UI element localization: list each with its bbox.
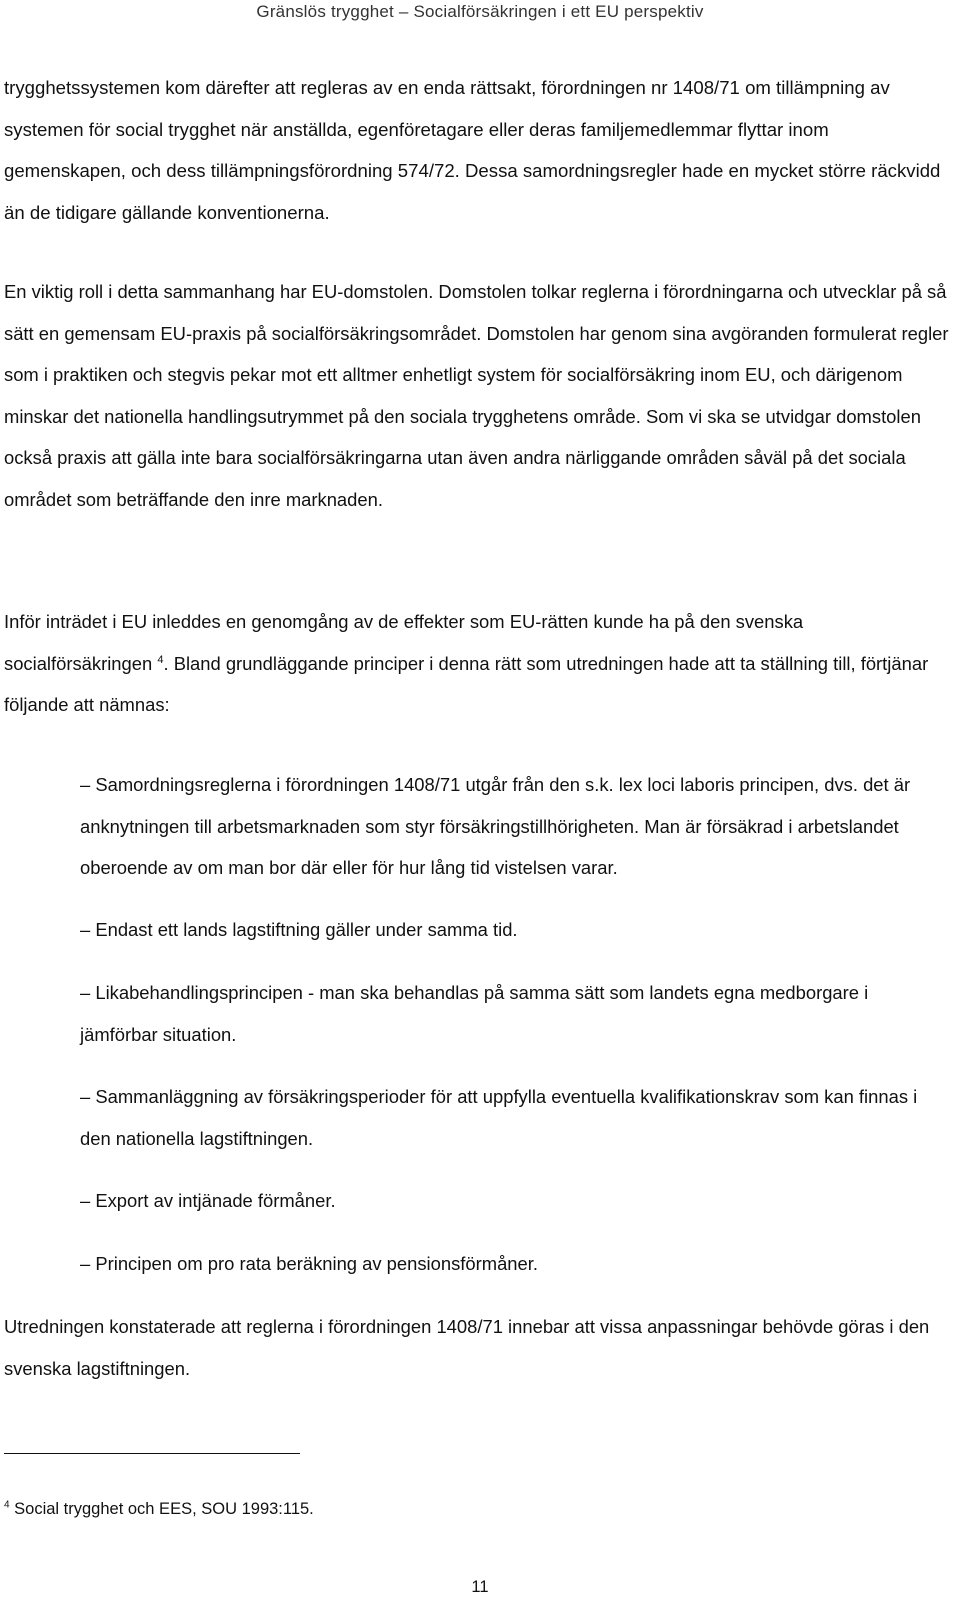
footnote-separator [4,1453,300,1454]
paragraph-eu-entry [4,601,952,726]
footnote-reference: 4 [157,653,164,666]
list-item-export-benefits: – Export av intjänade förmåner. [80,1190,336,1211]
list-item-aggregation: – Sammanläggning av försäkringsperioder för att uppfylla eventuella kvalifikationskrav som kan finnas i den nationella lagstiftningen. [80,1086,918,1149]
list-item-single-legislation: – Endast ett lands lagstiftning gäller under samma tid. [80,919,518,940]
footnote-marker: 4 [4,1499,10,1511]
paragraph-conclusion: Utredningen konstaterade att reglerna i förordningen 1408/71 innebar att vissa anpassningar behövde göras i den svenska lagstiftningen. [4,1316,930,1379]
paragraph-eu-entry-text-start: Inför inträdet i EU inleddes en genomgång av de effekter som EU-rätten kunde ha på den svenska socialförsäkringen [4,611,804,674]
footnote [4,1497,314,1521]
running-header: Gränslös trygghet – Socialförsäkringen i ett EU perspektiv [256,2,704,21]
list-item-pro-rata: – Principen om pro rata beräkning av pensionsförmåner. [80,1253,538,1274]
page-number: 11 [471,1578,489,1596]
list-item-equal-treatment: – Likabehandlingsprincipen - man ska behandlas på samma sätt som landets egna medborgare i jämförbar situation. [80,982,869,1045]
paragraph-eu-court: En viktig roll i detta sammanhang har EU-domstolen. Domstolen tolkar reglerna i förordningarna och utvecklar på så sätt en gemensam EU-praxis på socialförsäkringsområdet. Domstolen har genom sina avgöranden formulerat regler som i praktiken och stegvis pekar mot ett alltmer enhetligt system för socialförsäkring inom EU, och därigenom minskar det nationella handlingsutrymmet på den sociala trygghetens område. Som vi ska se utvidgar domstolen också praxis att gälla inte bara socialförsäkringarna utan även andra närliggande områden såväl på det sociala området som beträffande den inre marknaden. [4,281,949,510]
list-item-lex-loci-laboris: – Samordningsreglerna i förordningen 1408/71 utgår från den s.k. lex loci laboris principen, dvs. det är anknytningen till arbetsmarknaden som styr försäkringstillhörigheten. Man är försäkrad i arbetslandet oberoende av om man bor där eller för hur lång tid vistelsen varar. [80,774,911,878]
paragraph-intro: trygghetssystemen kom därefter att regleras av en enda rättsakt, förordningen nr 1408/71 om tillämpning av systemen för social trygghet när anställda, egenföretagare eller deras familjemedlemmar flyttar inom gemenskapen, och dess tillämpningsförordning 574/72. Dessa samordningsregler hade en mycket större räckvidd än de tidigare gällande konventionerna. [4,77,941,223]
paragraph-eu-entry-text-end: . Bland grundläggande principer i denna rätt som utredningen hade att ta ställning till, förtjänar följande att nämnas: [4,652,929,715]
footnote-text: Social trygghet och EES, SOU 1993:115. [9,1500,314,1518]
